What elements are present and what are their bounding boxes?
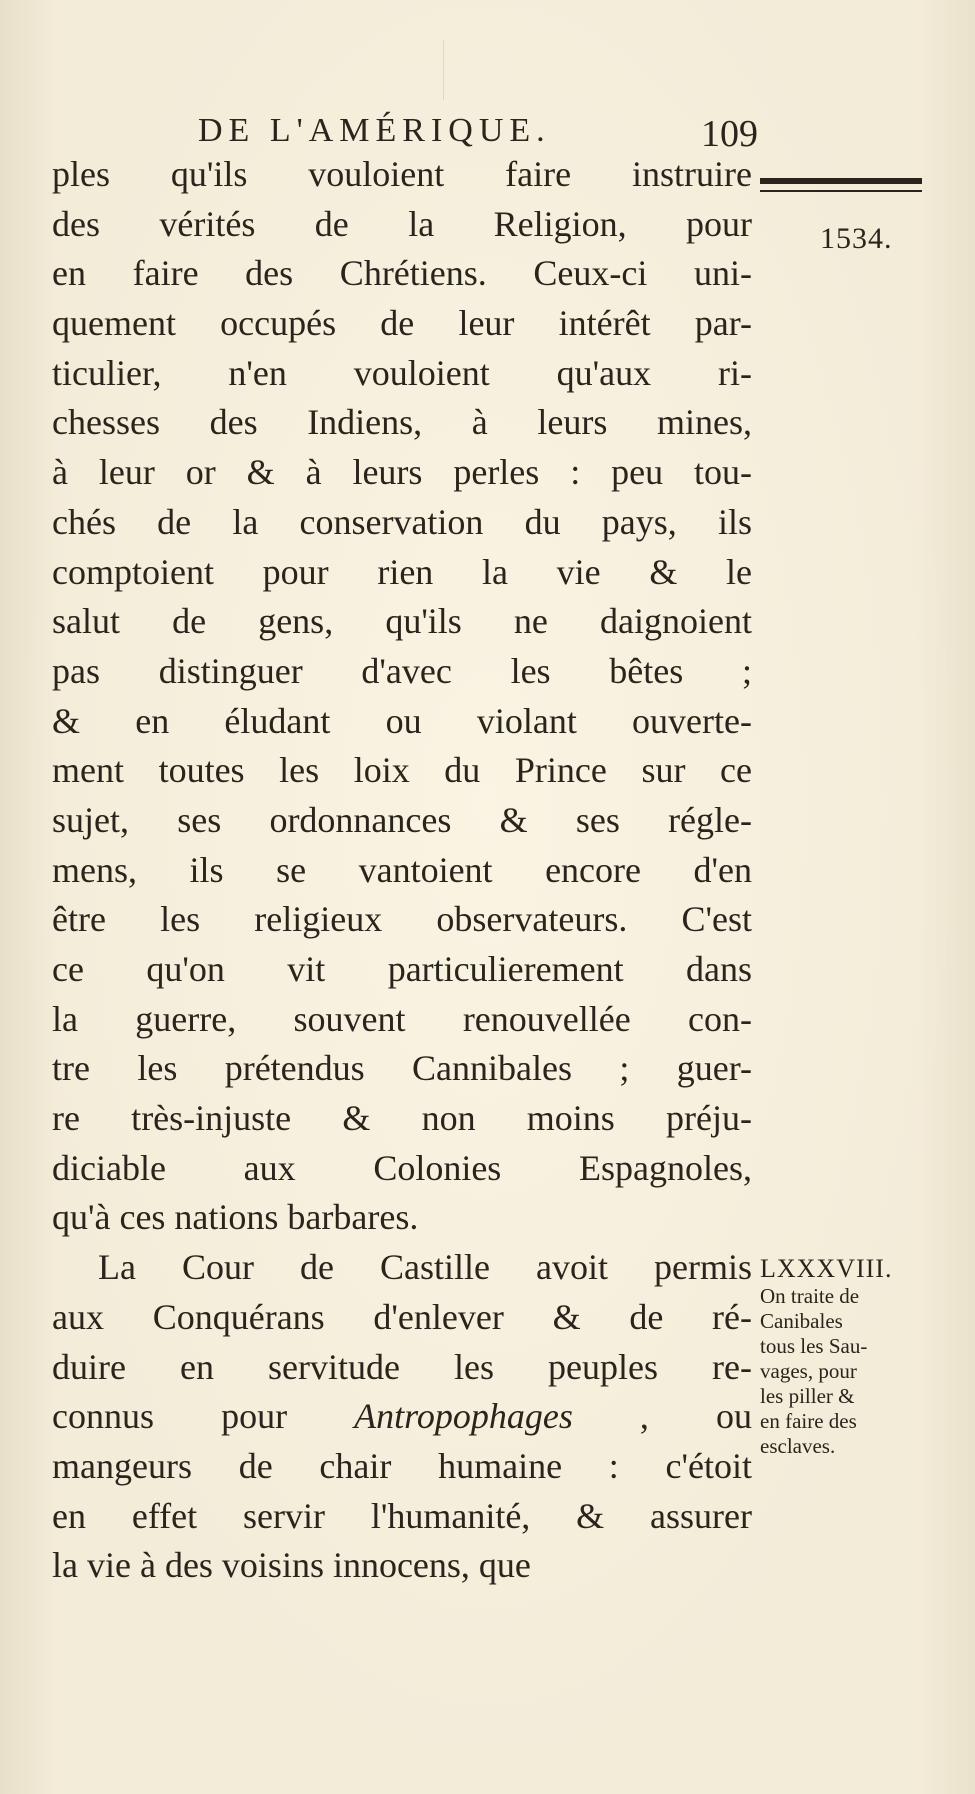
text-line: chesses des Indiens, à leurs mines, <box>52 402 752 443</box>
sidenote-line: Canibales <box>760 1309 843 1333</box>
body-text <box>52 150 752 1591</box>
margin-rule-thin <box>760 190 922 192</box>
text-line: pas distinguer d'avec les bêtes ; <box>52 650 752 691</box>
text-line: être les religieux observateurs. C'est <box>52 899 752 940</box>
text-line: & en éludant ou violant ouverte- <box>52 700 752 741</box>
running-title: DE L'AMÉRIQUE. <box>198 112 551 149</box>
text-line: comptoient pour rien la vie & le <box>52 551 752 592</box>
sidenote-line: esclaves. <box>760 1434 836 1458</box>
text-line: salut de gens, qu'ils ne daignoient <box>52 601 752 642</box>
text-line: des vérités de la Religion, pour <box>52 203 752 244</box>
text-line: à leur or & à leurs perles : peu tou- <box>52 452 752 493</box>
sidenote-line: les piller & <box>760 1384 855 1408</box>
text-line: ples qu'ils vouloient faire instruire <box>52 154 752 194</box>
text-fragment: , ou <box>639 1396 753 1437</box>
text-line: sujet, ses ordonnances & ses régle- <box>52 799 752 840</box>
text-line: tre les prétendus Cannibales ; guer- <box>52 1048 752 1089</box>
paragraph-start-line: La Cour de Castille avoit permis <box>98 1247 752 1288</box>
text-line: duire en servitude les peuples re- <box>52 1346 752 1387</box>
text-line-with-italic <box>52 1392 752 1442</box>
italic-term: Antropophages <box>354 1396 573 1437</box>
text-line: quement occupés de leur intérêt par- <box>52 303 752 344</box>
text-line: aux Conquérans d'enlever & de ré- <box>52 1296 752 1337</box>
text-line: diciable aux Colonies Espagnoles, <box>52 1147 752 1188</box>
sidenote-line: en faire des <box>760 1409 857 1433</box>
text-line: en faire des Chrétiens. Ceux-ci uni- <box>52 253 752 294</box>
text-line: la vie à des voisins innocens, que <box>52 1545 531 1586</box>
paper-crease <box>443 40 444 100</box>
sidenote-number: LXXXVIII. <box>760 1254 893 1283</box>
page-number: 109 <box>701 113 758 155</box>
text-line: mangeurs de chair humaine : c'étoit <box>52 1445 752 1486</box>
paragraph-end-line: qu'à ces nations barbares. <box>52 1197 419 1238</box>
text-line: ment toutes les loix du Prince sur ce <box>52 750 752 791</box>
sidenote-line: On traite de <box>760 1284 860 1308</box>
margin-rule-thick <box>760 178 922 184</box>
text-line: re très-injuste & non moins préju- <box>52 1098 752 1139</box>
text-line: ce qu'on vit particulierement dans <box>52 949 752 989</box>
margin-year: 1534. <box>820 222 893 255</box>
margin-sidenote <box>760 1254 972 1459</box>
sidenote-line: tous les Sau- <box>760 1334 868 1358</box>
text-line: ticulier, n'en vouloient qu'aux ri- <box>52 352 752 393</box>
text-line: mens, ils se vantoient encore d'en <box>52 849 752 890</box>
text-line: la guerre, souvent renouvellée con- <box>52 998 752 1039</box>
sidenote-line: vages, pour <box>760 1359 857 1383</box>
text-line: en effet servir l'humanité, & assurer <box>52 1495 752 1536</box>
text-line: chés de la conservation du pays, ils <box>52 501 752 542</box>
text-fragment: connus pour <box>52 1396 288 1437</box>
